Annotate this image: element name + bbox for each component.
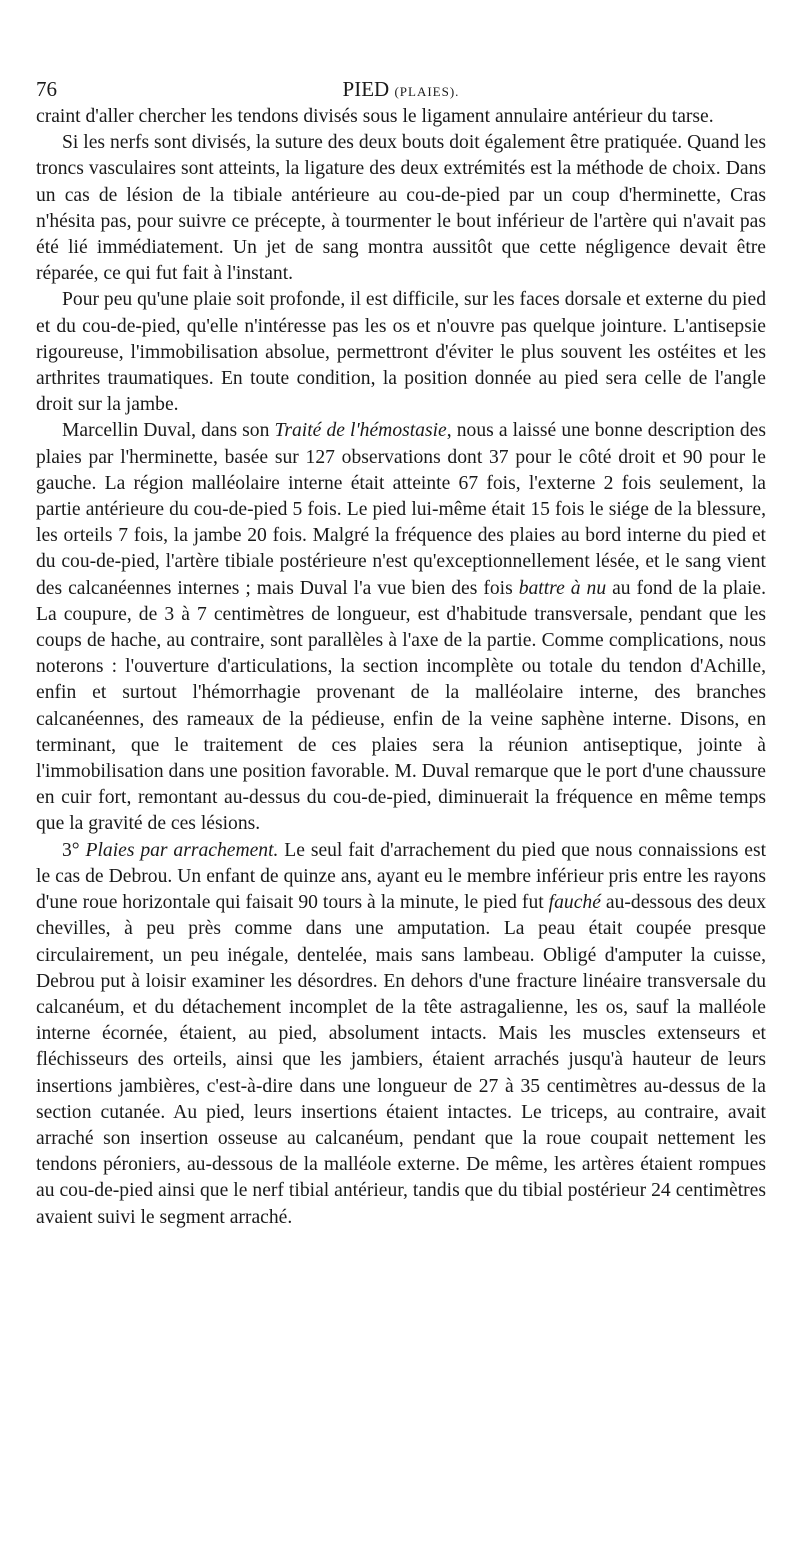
- running-title: [36, 74, 766, 107]
- paragraph: [36, 418, 766, 837]
- text-run: , nous a laissé une bonne description des plaies par l'herminette, basée sur 127 observations dont 37 pour le côté droit et 90 pour le gauche. La région malléolaire interne était atteinte 67 fois, l'externe 2 fois seulement, la partie antérieure du cou-de-pied 5 fois. Le pied lui-même était 15 fois le siége de la blessure, les orteils 7 fois, la jambe 20 fois. Malgré la fréquence des plaies au bord interne du pied et du cou-de-pied, l'artère tibiale postérieure n'est qu'exceptionnellement lésée, et le sang vient des calcanéennes internes ; mais Duval l'a vue bien des fois: [36, 420, 766, 599]
- text-run: Le seul fait d'arrachement du pied que nous connaissions est le cas de Debrou. Un enfant de quinze ans, ayant eu le membre inférieur pris entre les rayons d'une roue horizontale qui faisait 90 tours à la minute, le pied fut: [36, 839, 767, 914]
- paragraph: [36, 104, 766, 130]
- paragraph: [36, 287, 766, 418]
- text-run: Si les nerfs sont divisés, la suture des deux bouts doit également être pratiquée. Quand les troncs vasculaires sont atteints, la ligature des deux extrémités est la méthode de choix. Dans un cas de lésion de la tibiale antérieure au cou-de-pied par un coup d'herminette, Cras n'hésita pas, pour suivre ce précepte, à tourmenter le bout inférieur de l'artère qui n'avait pas été lié immédiatement. Un jet de sang montra aussitôt que cette négligence devait être réparée, ce qui fut fait à l'instant.: [36, 132, 766, 285]
- italic-text: fauché: [548, 892, 601, 914]
- chapter-subtitle: (PLAIES).: [394, 84, 460, 99]
- running-head: [36, 74, 766, 104]
- italic-text: Plaies par arrachement.: [85, 839, 279, 861]
- text-run: au fond de la plaie. La coupure, de 3 à 7 centimètres de longueur, est d'habitude transversale, pendant que les coups de hache, au contraire, sont parallèles à l'axe de la partie. Comme complications, nous noterons : l'ouverture d'articulations, la section incomplète ou totale du tendon d'Achille, enfin et surtout l'hémorrhagie provenant de la malléolaire interne, des branches calcanéennes, des rameaux de la pédieuse, enfin de la veine saphène interne. Disons, en terminant, que le traitement de ces plaies sera la réunion antiseptique, jointe à l'immobilisation dans une position favorable. M. Duval remarque que le port d'une chaussure en cuir fort, remontant au-dessus du cou-de-pied, diminuerait la fréquence en même temps que la gravité de ces lésions.: [36, 577, 767, 835]
- paragraph: [36, 130, 766, 287]
- text-run: 3°: [62, 839, 86, 861]
- paragraph: [36, 838, 766, 1231]
- body-text: [36, 104, 766, 1231]
- text-run: au-dessous des deux chevilles, à peu près comme dans une amputation. La peau était coupée presque circulairement, un peu inégale, dentelée, mais sans lambeau. Obligé d'amputer la cuisse, Debrou put à loisir examiner les désordres. En dehors d'une fracture linéaire transversale du calcanéum, et du détachement incomplet de la tête astragalienne, les os, sauf la malléole interne écornée, étaient, au pied, absolument intacts. Mais les muscles extenseurs et fléchisseurs des orteils, ainsi que les jambiers, étaient arrachés jusqu'à hauteur de leurs insertions jambières, c'est-à-dire dans une longueur de 27 à 35 centimètres au-dessus de la section cutanée. Au pied, leurs insertions étaient intactes. Le triceps, au contraire, avait arraché son insertion osseuse au calcanéum, pendant que la roue coupait nettement les tendons péroniers, au-dessous de la malléole externe. De même, les artères étaient rompues au cou-de-pied ainsi que le nerf tibial antérieur, tandis que du tibial postérieur 24 centimètres avaient suivi le segment arraché.: [36, 892, 767, 1228]
- text-run: craint d'aller chercher les tendons divisés sous le ligament annulaire antérieur du tarse.: [36, 106, 714, 127]
- text-run: Pour peu qu'une plaie soit profonde, il est difficile, sur les faces dorsale et externe du pied et du cou-de-pied, qu'elle n'intéresse pas les os et n'ouvre pas quelque jointure. L'antisepsie rigoureuse, l'immobilisation absolue, permettront d'éviter le plus souvent les ostéites et les arthrites traumatiques. En toute condition, la position donnée au pied sera celle de l'angle droit sur la jambe.: [36, 289, 766, 416]
- italic-text: Traité de l'hémostasie: [274, 420, 447, 442]
- text-run: Marcellin Duval, dans son: [62, 420, 275, 442]
- page-number: 76: [36, 77, 57, 101]
- chapter-title: PIED: [342, 77, 390, 101]
- italic-text: battre à nu: [518, 577, 607, 599]
